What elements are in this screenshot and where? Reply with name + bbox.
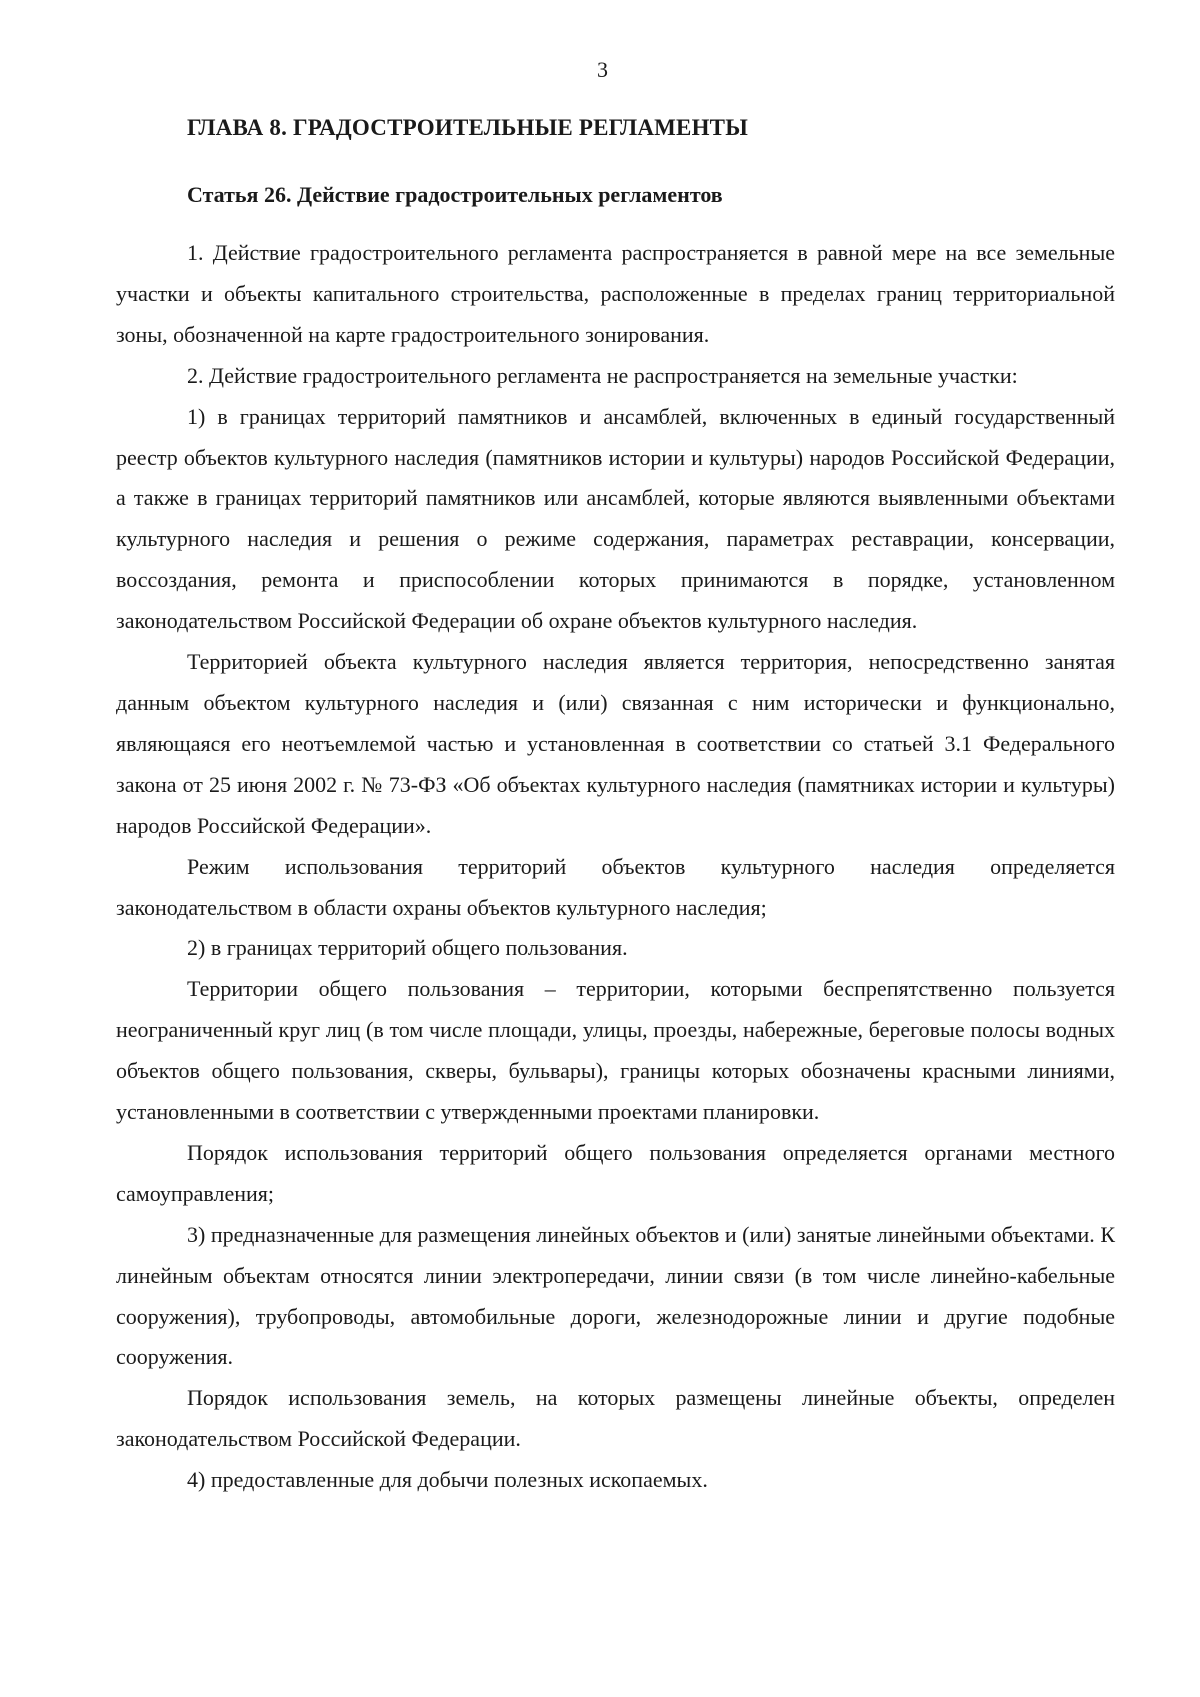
paragraph-9: 3) предназначенные для размещения линейных объектов и (или) занятые линейными объектами. К линейным объектам относятся линии электропередачи, линии связи (в том числе линейно-кабельные сооружения), трубопроводы, автомобильные дороги, железнодорожные линии и другие подобные сооружения.: [116, 1221, 1115, 1370]
paragraph-7: Территории общего пользования – территории, которыми беспрепятственно пользуется неограниченный круг лиц (в том числе площади, улицы, проезды, набережные, береговые полосы водных объектов общего пользования, скверы, бульвары), границы которых обозначены красными линиями, установленными в соответствии с утвержденными проектами планировки.: [116, 976, 1115, 1125]
paragraph-11: 4) предоставленные для добычи полезных ископаемых.: [187, 1467, 708, 1493]
paragraph-1: 1. Действие градостроительного регламента распространяется в равной мере на все земельные участки и объекты капитального строительства, расположенные в пределах границ территориальной зоны, обозначенной на карте градостроительного зонирования.: [116, 240, 1115, 347]
page-number: 3: [597, 57, 608, 82]
paragraph-6: 2) в границах территорий общего пользования.: [187, 935, 628, 961]
paragraph-10: Порядок использования земель, на которых размещены линейные объекты, определен законодательством Российской Федерации.: [116, 1385, 1115, 1452]
paragraph-3: 1) в границах территорий памятников и ансамблей, включенных в единый государственный реестр объектов культурного наследия (памятников истории и культуры) народов Российской Федерации, а также в границах территорий памятников или ансамблей, которые являются выявленными объектами культурного наследия и решения о режиме содержания, параметрах реставрации, консервации, воссоздания, ремонта и приспособлении которых принимаются в порядке, установленном законодательством Российской Федерации об охране объектов культурного наследия.: [116, 403, 1115, 634]
article-title: Статья 26. Действие градостроительных регламентов: [187, 182, 723, 207]
paragraph-5: Режим использования территорий объектов культурного наследия определяется законодательством в области охраны объектов культурного наследия;: [116, 853, 1115, 920]
chapter-title: ГЛАВА 8. ГРАДОСТРОИТЕЛЬНЫЕ РЕГЛАМЕНТЫ: [187, 115, 749, 140]
article-body: [116, 233, 1115, 1501]
paragraph-2: 2. Действие градостроительного регламента не распространяется на земельные участки:: [187, 362, 1018, 388]
paragraph-8: Порядок использования территорий общего пользования определяется органами местного самоуправления;: [116, 1139, 1115, 1206]
paragraph-4: Территорией объекта культурного наследия является территория, непосредственно занятая данным объектом культурного наследия и (или) связанная с ним исторически и функционально, являющаяся его неотъемлемой частью и установленная в соответствии со статьей 3.1 Федерального закона от 25 июня 2002 г. № 73-ФЗ «Об объектах культурного наследия (памятниках истории и культуры) народов Российской Федерации».: [116, 649, 1115, 838]
